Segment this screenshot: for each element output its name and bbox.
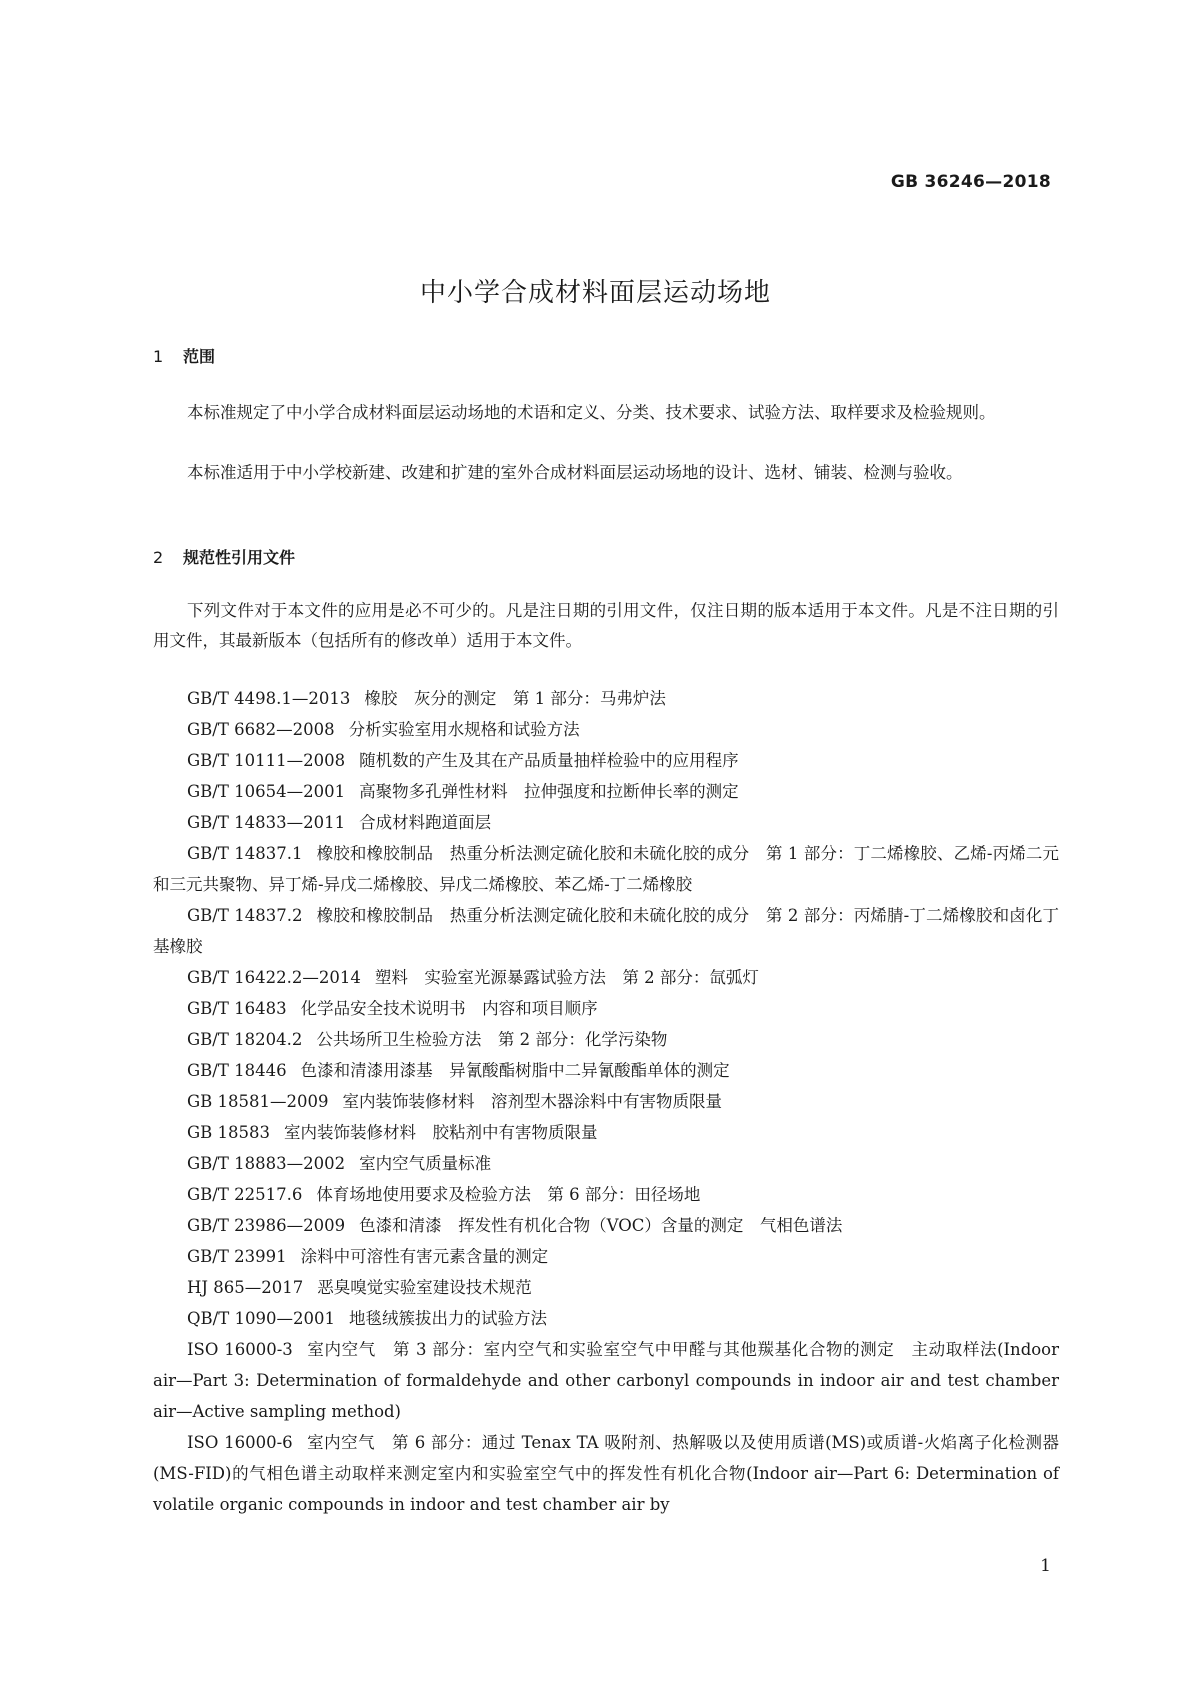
reference-code: GB/T 4498.1—2013: [187, 689, 351, 708]
section-2-paragraph-1: 下列文件对于本文件的应用是必不可少的。凡是注日期的引用文件，仅注日期的版本适用于本文件。凡是不注日期的引用文件，其最新版本（包括所有的修改单）适用于本文件。: [153, 601, 1059, 650]
reference-title: 橡胶 灰分的测定 第 1 部分：马弗炉法: [364, 689, 666, 708]
reference-code: GB 18583: [187, 1123, 271, 1142]
section-number: 2: [153, 548, 164, 567]
reference-code: GB/T 18204.2: [187, 1030, 303, 1049]
reference-code: HJ 865—2017: [187, 1278, 304, 1297]
section-1-heading: [153, 344, 215, 367]
reference-title: 地毯绒簇拔出力的试验方法: [348, 1309, 547, 1328]
reference-code: GB/T 23986—2009: [187, 1216, 346, 1235]
reference-item: [153, 1179, 1059, 1210]
reference-item: [153, 1210, 1059, 1241]
reference-code: GB/T 18446: [187, 1061, 287, 1080]
reference-item: [153, 838, 1059, 900]
reference-code: GB/T 14833—2011: [187, 813, 346, 832]
reference-item: [153, 1272, 1059, 1303]
section-title: 范围: [183, 347, 216, 366]
reference-item: [153, 1241, 1059, 1272]
reference-code: ISO 16000-3: [187, 1340, 293, 1359]
reference-item: [153, 714, 1059, 745]
reference-code: GB/T 14837.1: [187, 844, 303, 863]
section-1-paragraph-2: 本标准适用于中小学校新建、改建和扩建的室外合成材料面层运动场地的设计、选材、铺装、检测与验收。: [187, 463, 963, 482]
reference-code: GB/T 23991: [187, 1247, 287, 1266]
reference-title: 橡胶和橡胶制品 热重分析法测定硫化胶和未硫化胶的成分 第 2 部分：丙烯腈-丁二烯橡胶和卤化丁基橡胶: [153, 906, 1059, 956]
normative-references-list: [153, 683, 1059, 1520]
reference-title: 色漆和清漆 挥发性有机化合物（VOC）含量的测定 气相色谱法: [359, 1216, 843, 1235]
reference-item: [153, 993, 1059, 1024]
reference-item: [153, 900, 1059, 962]
reference-title: 涂料中可溶性有害元素含量的测定: [300, 1247, 549, 1266]
reference-item: [153, 1024, 1059, 1055]
reference-title: 室内空气 第 3 部分：室内空气和实验室空气中甲醛与其他羰基化合物的测定 主动取样法(Indoor air—Part 3: Determination of formaldehyde and other carbonyl compounds in indoor air and test chamber air—Active sampling method): [153, 1340, 1060, 1421]
reference-item: [153, 807, 1059, 838]
reference-title: 室内装饰装修材料 溶剂型木器涂料中有害物质限量: [342, 1092, 723, 1111]
reference-title: 室内空气 第 6 部分：通过 Tenax TA 吸附剂、热解吸以及使用质谱(MS)或质谱-火焰离子化检测器(MS-FID)的气相色谱主动取样来测定室内和实验室空气中的挥发性有机化合物(Indoor air—Part 6: Determination of volatile organic compounds in indoor and test chamber air by: [153, 1433, 1059, 1514]
reference-title: 随机数的产生及其在产品质量抽样检验中的应用程序: [359, 751, 739, 770]
reference-title: 体育场地使用要求及检验方法 第 6 部分：田径场地: [316, 1185, 701, 1204]
reference-code: GB 18581—2009: [187, 1092, 329, 1111]
reference-code: GB/T 10111—2008: [187, 751, 346, 770]
reference-item: [153, 1148, 1059, 1179]
reference-item: [153, 745, 1059, 776]
reference-code: ISO 16000-6: [187, 1433, 293, 1452]
reference-title: 橡胶和橡胶制品 热重分析法测定硫化胶和未硫化胶的成分 第 1 部分：丁二烯橡胶、乙烯-丙烯二元和三元共聚物、异丁烯-异戊二烯橡胶、异戊二烯橡胶、苯乙烯-丁二烯橡胶: [153, 844, 1059, 894]
reference-title: 室内空气质量标准: [359, 1154, 492, 1173]
reference-item: [153, 1055, 1059, 1086]
standard-code: GB 36246—2018: [890, 172, 1051, 192]
reference-code: QB/T 1090—2001: [187, 1309, 335, 1328]
reference-code: GB/T 22517.6: [187, 1185, 303, 1204]
reference-item: [153, 776, 1059, 807]
reference-title: 恶臭嗅觉实验室建设技术规范: [317, 1278, 532, 1297]
reference-title: 高聚物多孔弹性材料 拉伸强度和拉断伸长率的测定: [359, 782, 739, 801]
reference-code: GB/T 6682—2008: [187, 720, 335, 739]
section-1-paragraph-1: 本标准规定了中小学合成材料面层运动场地的术语和定义、分类、技术要求、试验方法、取样要求及检验规则。: [187, 403, 996, 422]
reference-item: [153, 1334, 1059, 1427]
reference-item: [153, 1303, 1059, 1334]
reference-code: GB/T 16483: [187, 999, 287, 1018]
reference-item: [153, 1086, 1059, 1117]
reference-item: [153, 1427, 1059, 1520]
reference-item: [153, 1117, 1059, 1148]
section-title: 规范性引用文件: [183, 548, 296, 567]
reference-title: 色漆和清漆用漆基 异氰酸酯树脂中二异氰酸酯单体的测定: [300, 1061, 730, 1080]
reference-title: 塑料 实验室光源暴露试验方法 第 2 部分：氙弧灯: [374, 968, 759, 987]
section-number: 1: [153, 347, 164, 366]
reference-title: 室内装饰装修材料 胶粘剂中有害物质限量: [284, 1123, 598, 1142]
section-2-heading: [153, 545, 295, 568]
reference-item: [153, 683, 1059, 714]
reference-title: 分析实验室用水规格和试验方法: [348, 720, 580, 739]
reference-title: 化学品安全技术说明书 内容和项目顺序: [300, 999, 598, 1018]
reference-code: GB/T 14837.2: [187, 906, 303, 925]
page-number: 1: [1040, 1556, 1051, 1576]
reference-code: GB/T 16422.2—2014: [187, 968, 361, 987]
reference-title: 合成材料跑道面层: [359, 813, 492, 832]
reference-code: GB/T 10654—2001: [187, 782, 346, 801]
reference-title: 公共场所卫生检验方法 第 2 部分：化学污染物: [316, 1030, 668, 1049]
reference-item: [153, 962, 1059, 993]
document-title: 中小学合成材料面层运动场地: [419, 278, 771, 308]
reference-code: GB/T 18883—2002: [187, 1154, 346, 1173]
